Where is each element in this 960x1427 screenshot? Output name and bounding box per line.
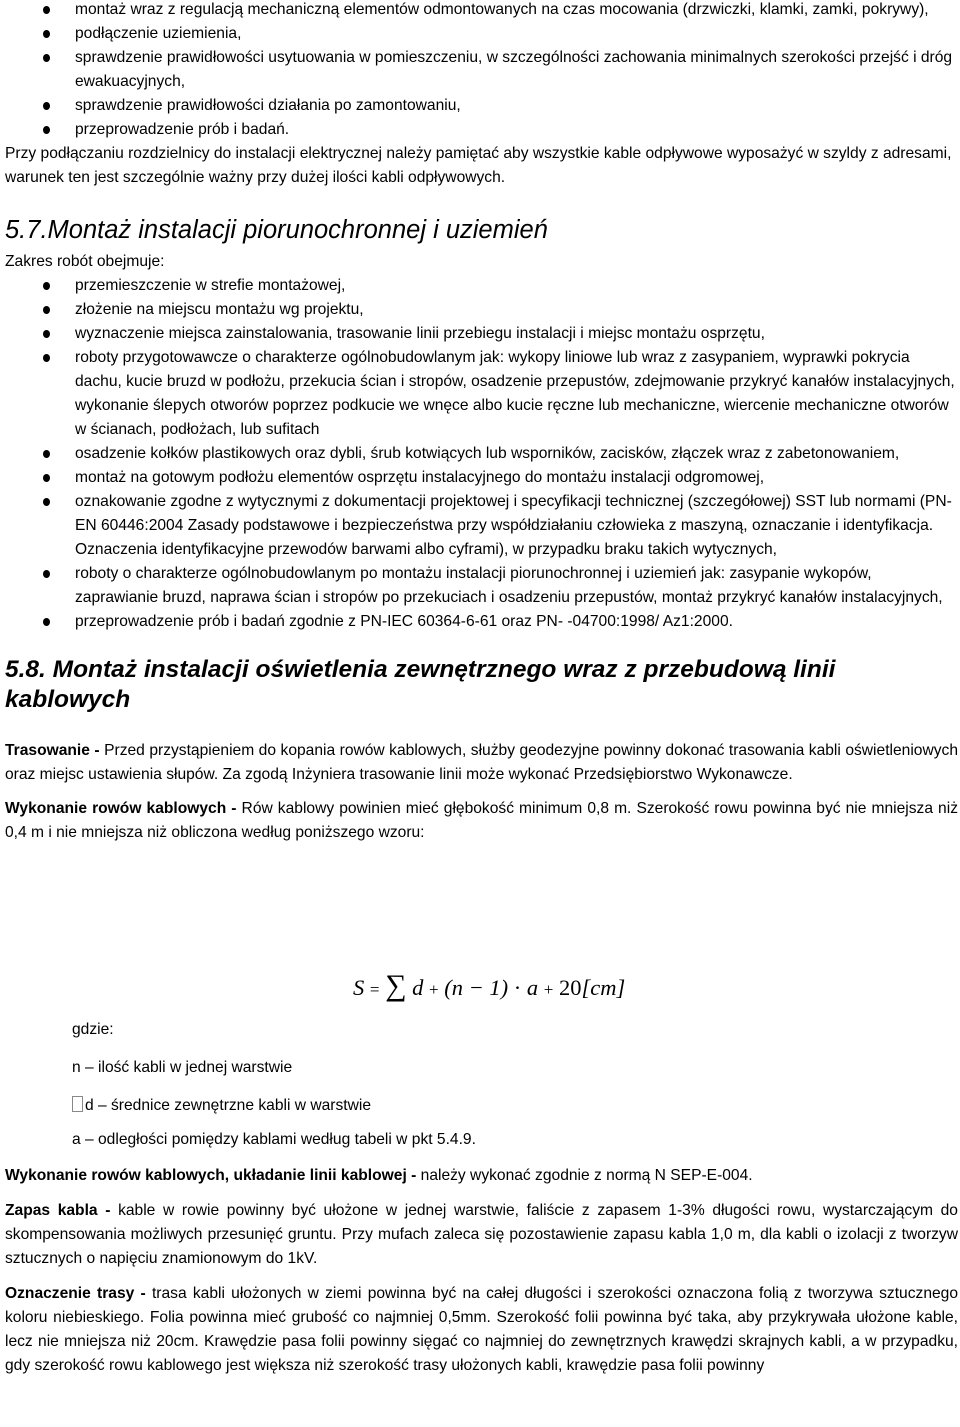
list-zakres-robot (5, 274, 958, 634)
trasowanie-text: Przed przystąpieniem do kopania rowów kablowych, służby geodezyjne powinny dokonać trasowania kabli oświetleniowych oraz miejsc ustawienia słupów. Za zgodą Inżyniera trasowanie linii może wykonać Przedsiębiorstwo Wykonawcze. (5, 742, 958, 783)
list-item: montaż na gotowym podłożu elementów osprzętu instalacyjnego do montażu instalacji odgromowej, (5, 466, 958, 490)
paragraph-rozdzielnica: Przy podłączaniu rozdzielnicy do instalacji elektrycznej należy pamiętać aby wszystkie kable odpływowe wyposażyć w szyldy z adresami, warunek ten jest szczególnie ważny przy dużej ilości kabli odpływowych. (5, 145, 952, 186)
list-item: oznakowanie zgodne z wytycznymi z dokumentacji projektowej i specyfikacji technicznej (szczegółowej) SST lub normami (PN-EN 60446:2004 Zasady podstawowe i bezpieczeństwa przy współdziałaniu człowieka z maszyną, oznaczanie i identyfikacja. Oznaczenia identyfikacyjne przewodów barwami albo cyframi), w przypadku braku takich wytycznych, (5, 490, 958, 562)
formula (353, 971, 625, 1005)
zapas-label: Zapas kabla - (5, 1202, 111, 1219)
formula-plus: + (428, 980, 439, 999)
list-item: osadzenie kołków plastikowych oraz dybli, śrub kotwiących lub wsporników, zacisków, złączek wraz z zabetonowaniem, (5, 442, 958, 466)
oznaczenie-text: trasa kabli ułożonych w ziemi powinna być na całej długości i szerokości oznaczona folią z tworzywa sztucznego koloru niebieskiego. Folia powinna mieć grubość co najmniej 0,5mm. Szerokość folii powinna być taka, aby przykrywała ułożone kable, lecz nie mniejsza niż 20cm. Krawędzie pasa folii powinny sięgać co najmniej do zewnętrznych krawędzi skrajnych kabli, a w przypadku, gdy szerokość rowu kablowego jest większa niż szerokość trasy ułożonych kabli, krawędzie pasa folii powinny (5, 1285, 959, 1374)
trasowanie-label: Trasowanie - (5, 742, 100, 759)
rowy-label: Wykonanie rowów kablowych - (5, 800, 237, 817)
formula-a: a (526, 975, 539, 1000)
formula-dot: · (513, 975, 522, 1000)
gdzie-label: gdzie: (72, 1021, 114, 1038)
document-page-lower (5, 1164, 958, 1378)
formula-unit: [cm] (581, 975, 626, 1000)
formula-sum: ∑ (385, 969, 407, 1002)
list-item: podłączenie uziemienia, (5, 22, 958, 46)
ukladanie-text: należy wykonać zgodnie z normą N SEP-E-004. (416, 1167, 753, 1184)
document-page (5, 0, 958, 845)
ukladanie-label: Wykonanie rowów kablowych, układanie linii kablowej - (5, 1167, 417, 1184)
formula-lhs: S (353, 975, 365, 1000)
list-item: wyznaczenie miejsca zainstalowania, trasowanie linii przebiegu instalacji i miejsc montażu osprzętu, (5, 322, 958, 346)
formula-constant: 20 (558, 975, 582, 1000)
section-heading-5-8: 5.8. Montaż instalacji oświetlenia zewnętrznego wraz z przebudową linii kablowych (5, 656, 836, 713)
list-item: przeprowadzenie prób i badań. (5, 118, 958, 142)
formula-equals: = (369, 980, 380, 999)
list-item: montaż wraz z regulacją mechaniczną elementów odmontowanych na czas mocowania (drzwiczki, klamki, zamki, pokrywy), (5, 0, 958, 22)
list-item: sprawdzenie prawidłowości usytuowania w pomieszczeniu, w szczególności zachowania minimalnych szerokości przejść i dróg ewakuacyjnych, (5, 46, 958, 94)
variable-a: a – odległości pomiędzy kablami według tabeli w pkt 5.4.9. (72, 1131, 476, 1148)
list-item: przeprowadzenie prób i badań zgodnie z PN-IEC 60364-6-61 oraz PN- -04700:1998/ Az1:2000. (5, 610, 958, 634)
formula-paren: (n − 1) (444, 975, 509, 1000)
scope-intro: Zakres robót obejmuje: (5, 253, 165, 270)
variable-n: n – ilość kabli w jednej warstwie (72, 1059, 293, 1076)
zapas-text: kable w rowie powinny być ułożone w jednej warstwie, faliście z zapasem 1-3% długości rowu, wystarczającym do skompensowania możliwych przesunięć gruntu. Przy mufach zaleca się pozostawienie zapasu kabla 1,0 m, dla kabli o izolacji z tworzyw sztucznych o napięciu znamionowym do 1kV. (5, 1202, 958, 1267)
paragraph-zapas (5, 1199, 958, 1271)
formula-d: d (412, 975, 424, 1000)
oznaczenie-label: Oznaczenie trasy - (5, 1285, 146, 1302)
paragraph-oznaczenie (5, 1282, 958, 1378)
formula-plus: + (543, 980, 554, 999)
list-rozdzielnica (5, 0, 958, 142)
paragraph-rowy (5, 797, 958, 845)
list-item: przemieszczenie w strefie montażowej, (5, 274, 958, 298)
list-item: sprawdzenie prawidłowości działania po zamontowaniu, (5, 94, 958, 118)
paragraph-ukladanie (5, 1164, 958, 1188)
paragraph-trasowanie (5, 739, 958, 787)
rowy-text: Rów kablowy powinien mieć głębokość minimum 0,8 m. Szerokość rowu powinna być nie mniejsza niż 0,4 m i nie mniejsza niż obliczona według poniższego wzoru: (5, 800, 958, 841)
list-item: roboty przygotowawcze o charakterze ogólnobudowlanym jak: wykopy liniowe lub wraz z zasypaniem, wyprawki pokrycia dachu, kucie bruzd w podłożu, przekucia ścian i stropów, osadzenie przepustów, zdejmowanie przykryć kanałów instalacyjnych, wykonanie ślepych otworów poprzez podkucie we wnęce albo kucie ręczne lub mechaniczne, wiercenie mechaniczne otworów w ścianach, podłożach, lub sufitach (5, 346, 958, 442)
list-item: roboty o charakterze ogólnobudowlanym po montażu instalacji piorunochronnej i uziemień jak: zasypanie wykopów, zaprawianie bruzd, naprawa ścian i stropów po przekuciach i osadzeniu przepustów, montaż przykryć kanałów instalacyjnych, (5, 562, 958, 610)
list-item: złożenie na miejscu montażu wg projektu, (5, 298, 958, 322)
section-heading-5-7: 5.7.Montaż instalacji piorunochronnej i uziemień (5, 216, 548, 244)
variable-d: d – średnice zewnętrzne kabli w warstwie (72, 1094, 371, 1118)
missing-glyph-icon (72, 1096, 83, 1112)
